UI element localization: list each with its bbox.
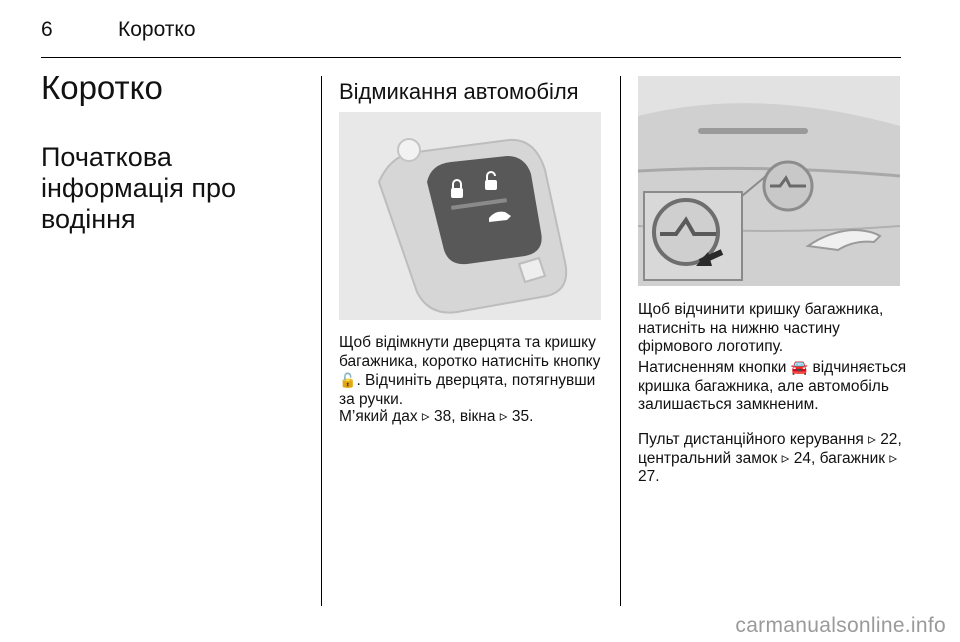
unlock-instruction: Щоб відімкнути дверцята та кришку багажника, коротко натисніть кнопку 🔓. Відчиніть дверцята, потягнувши за ручки. (339, 334, 601, 408)
key-fob-illustration (339, 112, 601, 320)
cross-reference: Пульт дистанційного керування ▹ 22, центральний замок ▹ 24, багажник ▹ 27. (638, 431, 902, 485)
reference-arrow-icon: ▹ (889, 449, 898, 467)
trunk-instruction: Щоб відчинити кришку багажника, натисніть на нижню частину фірмового логотипу. (638, 301, 884, 355)
trunk-open-icon: 🚘 (790, 359, 809, 375)
unlock-icon: 🔓 (339, 372, 357, 388)
reference-arrow-icon: ▹ (499, 408, 512, 425)
reference-arrow-icon: ▹ (781, 449, 794, 467)
column-divider (321, 76, 322, 606)
watermark: carmanualsonline.info (735, 614, 946, 637)
section-title: Коротко (41, 69, 163, 106)
cross-reference: М’який дах ▹ 38, вікна ▹ 35. (339, 408, 534, 425)
running-title: Коротко (118, 18, 196, 41)
trunk-logo-illustration (638, 76, 900, 286)
header-divider (41, 57, 901, 58)
page-number: 6 (41, 18, 53, 41)
trunk-button-note: Натисненням кнопки 🚘 відчиняється кришка багажника, але автомобіль залишається замкненим. (638, 359, 907, 413)
reference-arrow-icon: ▹ (421, 408, 434, 425)
section-subtitle: Початкова інформація про водіння (41, 142, 236, 234)
unlocking-heading: Відмикання автомобіля (339, 79, 579, 104)
column-divider (620, 76, 621, 606)
reference-arrow-icon: ▹ (868, 431, 881, 448)
